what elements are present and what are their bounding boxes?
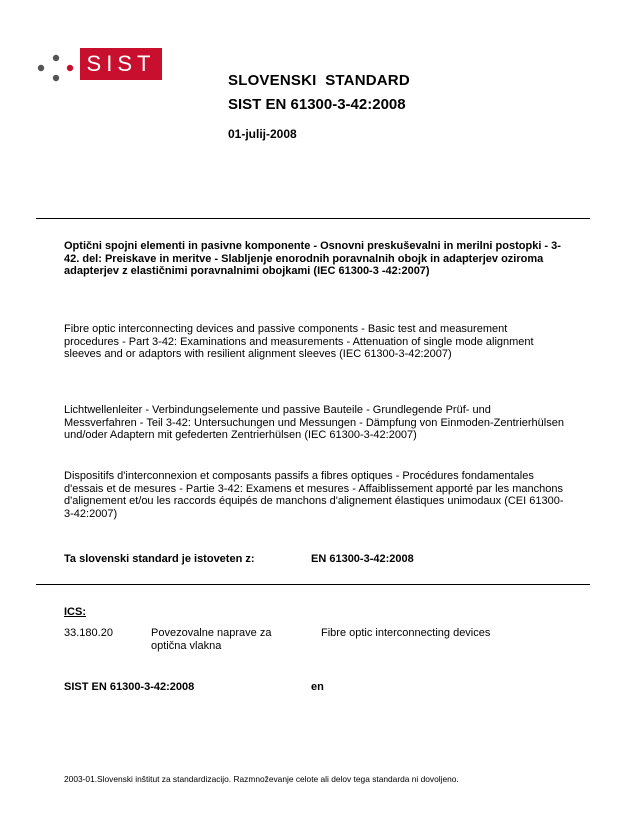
footer-language: en bbox=[311, 681, 324, 693]
sist-logo bbox=[80, 48, 162, 80]
logo-dot-bottom bbox=[53, 75, 59, 81]
sist-logo-text: SIST bbox=[86, 51, 156, 76]
identity-label: Ta slovenski standard je istoveten z: bbox=[64, 553, 255, 565]
title-german: Lichtwellenleiter - Verbindungselemente und passive Bauteile - Grundlegende Prüf- und Messverfahren - Teil 3-42: Untersuchungen und Messungen - Dämpfung von Einmoden-Zentrierhülsen und/oder Adaptern mit gefederten Zentrierhülsen (IEC 61300-3-42:2007) bbox=[64, 404, 564, 442]
bottom-divider bbox=[36, 584, 590, 585]
standard-code: SIST EN 61300-3-42:2008 bbox=[228, 96, 406, 113]
title-french: Dispositifs d'interconnexion et composants passifs a fibres optiques - Procédures fondamentales d'essais et de mesures - Partie 3-42: Examens et mesures - Affaiblissement apporté par les manchons d'alignement et/ou les raccords équipés de manchons d'alignement élastiques unimodaux (CEI 61300-3-42:2007) bbox=[64, 470, 564, 520]
logo-dot-left bbox=[38, 65, 44, 71]
copyright-notice: 2003-01.Slovenski inštitut za standardizacijo. Razmnoževanje celote ali delov tega standarda ni dovoljeno. bbox=[64, 774, 459, 784]
ics-label: ICS: bbox=[64, 606, 86, 618]
sist-logo-dots-icon bbox=[34, 52, 74, 82]
ics-code: 33.180.20 bbox=[64, 627, 113, 639]
logo-dot-top bbox=[53, 55, 59, 61]
logo-dot-right bbox=[67, 65, 73, 71]
top-divider bbox=[36, 218, 590, 219]
identity-value: EN 61300-3-42:2008 bbox=[311, 553, 414, 565]
publication-date: 01-julij-2008 bbox=[228, 127, 297, 141]
ics-description-sl: Povezovalne naprave za optična vlakna bbox=[151, 627, 272, 652]
footer-standard-code: SIST EN 61300-3-42:2008 bbox=[64, 681, 195, 693]
title-slovenian: Optični spojni elementi in pasivne komponente - Osnovni preskuševalni in merilni postopki - 3-42. del: Preiskave in meritve - Slabljenje enorodnih poravnalnih obojk in adapterjev oziroma adapterjev z elastičnimi poravnalnimi obojkami (IEC 61300-3 -42:2007) bbox=[64, 240, 561, 278]
title-english: Fibre optic interconnecting devices and passive components - Basic test and measurement procedures - Part 3-42: Examinations and measurements - Attenuation of single mode alignment sleeves and or adaptors with resilient alignment sleeves (IEC 61300-3-42:2007) bbox=[64, 323, 534, 361]
standard-type-title: SLOVENSKI STANDARD bbox=[228, 72, 410, 89]
ics-description-en: Fibre optic interconnecting devices bbox=[321, 627, 491, 639]
